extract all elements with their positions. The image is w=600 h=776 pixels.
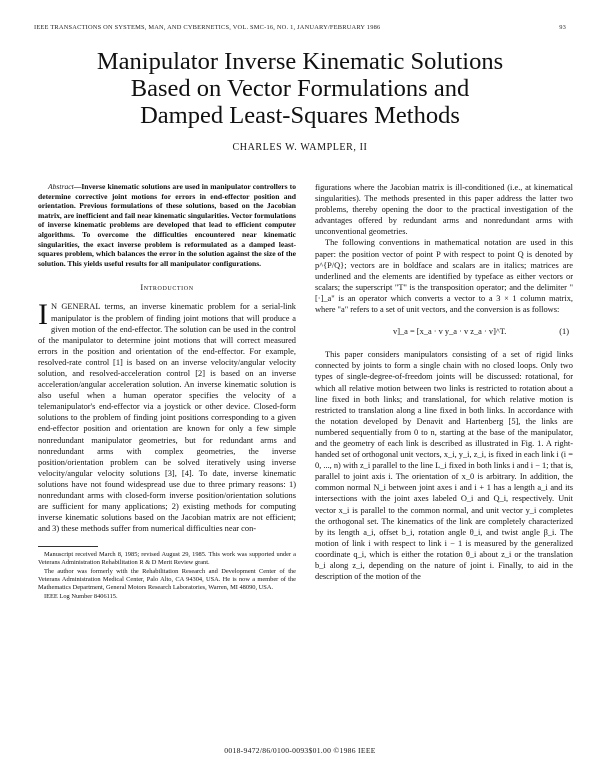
journal-name: IEEE TRANSACTIONS ON SYSTEMS, MAN, AND CYBERNETICS, VOL. SMC-16, NO. 1, JANUARY/FEBRUARY 1986 bbox=[34, 24, 381, 31]
paper-title bbox=[40, 48, 560, 129]
right-column bbox=[315, 182, 573, 582]
intro-paragraph bbox=[38, 298, 296, 534]
manipulator-paragraph: This paper considers manipulators consisting of a set of rigid links connected by joints to form a single chain with no closed loops. Only two types of single-degree-of-freedom joints will be discussed: rotational, for which all relative motion between two links is restricted to rotation about a line fixed in both links; and translational, for which relative motion is restricted to translation along a line fixed in both links. In accordance with the notation developed by Denavit and Hartenberg [5], the links are numbered sequentially from 0 to n, starting at the base of the manipulator, and the geometry of each link is described as illustrated in Fig. 1. A right-handed set of orthogonal unit vectors, x_i, y_i, z_i, is fixed in each link i (i = 0, ..., n) with z_i parallel to the line L_i fixed in both links i and i − 1; that is, parallel to joint axis i. The orientation of x_0 is arbitrary. In addition, the common normal N_i between joint axes i and i + 1 has a length a_i and its intersections with the joint axes labeled O_i and Q_i, respectively. Unit vector x_i is parallel to the common normal, and unit vector y_i completes the orthogonal set. The kinematics of the link are completely characterized by its length a_i, offset b_i, rotation angle θ_i, and twist angle β_i. The motion of link i with respect to link i − 1 is measured by the generalized coordinate q_i, which is either the rotation θ_i about z_i or the translation b_i along z_i, depending on the nature of joint i. Finally, to aid in the description of the motion of the bbox=[315, 350, 573, 582]
notation-paragraph: The following conventions in mathematical notation are used in this paper: the position vector of point P with respect to point Q is denoted by p^{P/Q}; vectors are in boldface and scalars are in italics; matrices are underlined and the elements are identified by typeface as either vectors or scalars; the superscript "T" is the transposition operator; and the delimiter "[·]_a" is an operator which converts a vector to a 3 × 1 column matrix, where "a" refers to a set of unit vectors, and the conversion is as follows: bbox=[315, 238, 573, 315]
footnote-author-affiliation: The author was formerly with the Rehabilitation Research and Development Center of the Veterans Administration Medical Center, Palo Alto, CA 94304, USA. He is now a member of the Mathematics Department, General Motors Research Laboratories, Warren, MI 48090, USA. bbox=[38, 568, 296, 591]
left-column bbox=[38, 182, 296, 602]
drop-cap: I bbox=[38, 298, 48, 332]
equation-body: v]_a = [x_a · v y_a · v z_a · v]^T. bbox=[393, 327, 507, 337]
section-heading-introduction: Introduction bbox=[140, 283, 194, 293]
title-line: Manipulator Inverse Kinematic Solutions bbox=[96, 48, 504, 75]
abstract bbox=[38, 182, 296, 268]
title-line: Damped Least-Squares Methods bbox=[140, 102, 460, 129]
equation-number: (1) bbox=[559, 327, 569, 337]
abstract-text: —Inverse kinematic solutions are used in manipulator controllers to determine corrective joint motions for errors in end-effector position and orientation. Previous formulations of these solutions, based on the Jacobian matrix, are inefficient and fail near kinematic singularities. Vector formulations of inverse kinematic problems are developed that lead to efficient computer algorithms. To overcome the difficulties encountered near kinematic singularities, the exact inverse problem is reformulated as a damped least-squares problem, which balances the error in the solution against the size of the solution. This yields useful results for all manipulator configurations. bbox=[38, 182, 296, 268]
intro-text: N GENERAL terms, an inverse kinematic problem for a serial-link manipulator is the problem of finding joint motions that will produce a given motion of the end-effector. The solution can be used in the control of the manipulator to determine joint motions that will correct measured errors in the position and orientation of the end-effector. For example, resolved-rate control [1] is based on an inverse velocity/angular velocity solution, and resolved-acceleration control [2] is based on an inverse acceleration/angular acceleration solution. An inverse kinematic solution is also useful when a human operator specifies the velocity of a telemanipulator's end-effector via a joystick or other device. Closed-form solutions to the problem of finding joint positions corresponding to a given end-effector position and orientation are known for only a few simple nonredundant manipulator geometries, but for redundant arms and nonredundant arms with complex geometries, the inverse position/orientation problem can be solved iteratively using inverse velocity/angular velocity solutions [3], [4]. To date, inverse kinematic solutions have not found widespread use due to three primary reasons: 1) nonredundant arms with closed-form inverse position/orientation solutions are sufficient for many applications; 2) existing methods for computing inverse kinematic solutions based on the Jacobian matrix are not efficient; and 3) these methods suffer from numerical difficulties near con- bbox=[38, 302, 296, 534]
author-name: CHARLES W. WAMPLER, II bbox=[232, 142, 368, 153]
running-head bbox=[34, 24, 566, 31]
page-number: 93 bbox=[559, 24, 566, 31]
title-line: Based on Vector Formulations and bbox=[130, 75, 470, 102]
abstract-label: Abstract bbox=[48, 182, 74, 191]
footnote-log-number: IEEE Log Number 8406115. bbox=[44, 592, 118, 600]
equation-1 bbox=[315, 326, 573, 337]
copyright-line: 0018-9472/86/0100-0093$01.00 ©1986 IEEE bbox=[224, 746, 376, 755]
footnote-rule bbox=[38, 546, 98, 547]
continued-paragraph: figurations where the Jacobian matrix is ill-conditioned (i.e., at kinematical singularities). The methods presented in this paper address the latter two problems, thereby opening the door to the practical investigation of the advantages offered by redundant arms and nonredundant arms with unconventional geometries. bbox=[315, 183, 573, 237]
footnotes bbox=[38, 551, 296, 600]
footnote-manuscript: Manuscript received March 8, 1985; revised August 29, 1985. This work was supported under a Veterans Administration Rehabilitation R & D Merit Review grant. bbox=[38, 551, 296, 567]
